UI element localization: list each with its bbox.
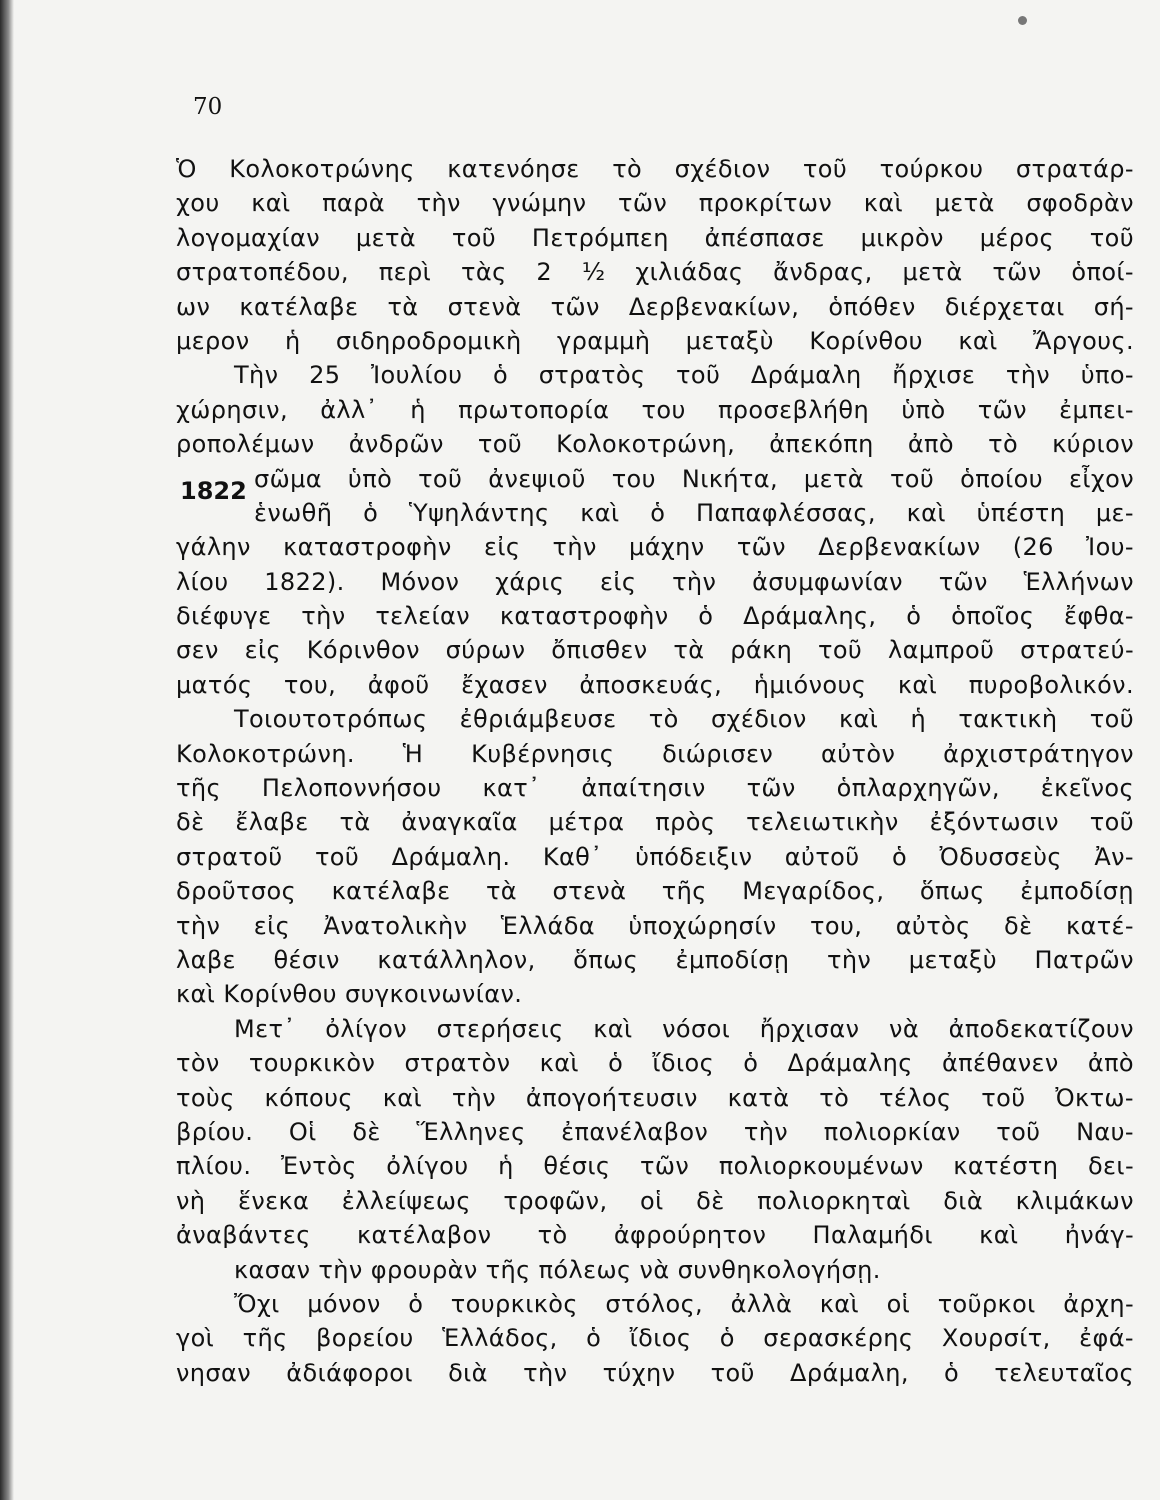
text-line: στρατοπέδου, περὶ τὰς 2 ½ χιλιάδας ἄνδρας, μετὰ τῶν ὁποί-: [176, 258, 1134, 287]
text-line: σῶμα ὑπὸ τοῦ ἀνεψιοῦ του Νικήτα, μετὰ τοῦ ὁποίου εἶχον: [254, 464, 1134, 493]
text-line: μερον ἡ σιδηροδρομικὴ γραμμὴ μεταξὺ Κορίνθου καὶ Ἄργους.: [176, 326, 1134, 355]
text-line: λαβε θέσιν κατάλληλον, ὅπως ἐμποδίσῃ τὴν μεταξὺ Πατρῶν: [176, 945, 1134, 974]
text-line: καὶ Κορίνθου συγκοινωνίαν.: [176, 980, 523, 1009]
text-line: νησαν ἀδιάφοροι διὰ τὴν τύχην τοῦ Δράμαλη, ὁ τελευταῖος: [176, 1358, 1134, 1387]
scan-speck: [1018, 16, 1027, 25]
text-line: δὲ ἔλαβε τὰ ἀναγκαῖα μέτρα πρὸς τελειωτικὴν ἐξόντωσιν τοῦ: [176, 808, 1134, 837]
text-line: τοὺς κόπους καὶ τὴν ἀπογοήτευσιν κατὰ τὸ τέλος τοῦ Ὀκτω-: [176, 1083, 1134, 1112]
text-line: κασαν τὴν φρουρὰν τῆς πόλεως νὰ συνθηκολογήσῃ.: [234, 1255, 881, 1284]
text-line: διέφυγε τὴν τελείαν καταστροφὴν ὁ Δράμαλης, ὁ ὁποῖος ἔφθα-: [176, 602, 1134, 631]
text-line: ἑνωθῆ ὁ Ὑψηλάντης καὶ ὁ Παπαφλέσσας, καὶ ὑπέστη με-: [254, 498, 1134, 527]
text-line: Τὴν 25 Ἰουλίου ὁ στρατὸς τοῦ Δράμαλη ἤρχισε τὴν ὑπο-: [234, 361, 1134, 390]
text-line: ροπολέμων ἀνδρῶν τοῦ Κολοκοτρώνη, ἀπεκόπη ἀπὸ τὸ κύριον: [176, 430, 1134, 459]
scan-page-edge: [0, 0, 14, 1500]
text-line: χώρησιν, ἀλλ᾽ ἡ πρωτοπορία του προσεβλήθη ὑπὸ τῶν ἐμπει-: [176, 395, 1134, 424]
text-line: στρατοῦ τοῦ Δράμαλη. Καθ᾽ ὑπόδειξιν αὐτοῦ ὁ Ὀδυσσεὺς Ἀν-: [176, 842, 1134, 871]
text-line: πλίου. Ἐντὸς ὀλίγου ἡ θέσις τῶν πολιορκουμένων κατέστη δει-: [176, 1152, 1134, 1181]
text-line: τῆς Πελοποννήσου κατ᾽ ἀπαίτησιν τῶν ὁπλαρχηγῶν, ἐκεῖνος: [176, 774, 1134, 803]
margin-year-note: 1822: [180, 477, 247, 505]
text-line: Ὁ Κολοκοτρώνης κατενόησε τὸ σχέδιον τοῦ τούρκου στρατάρ-: [176, 155, 1134, 183]
text-line: λίου 1822). Μόνον χάρις εἰς τὴν ἀσυμφωνίαν τῶν Ἑλλήνων: [176, 567, 1134, 596]
text-line: βρίου. Οἱ δὲ Ἕλληνες ἐπανέλαβον τὴν πολιορκίαν τοῦ Ναυ-: [176, 1117, 1134, 1146]
text-line: σεν εἰς Κόρινθον σύρων ὄπισθεν τὰ ράκη τοῦ λαμπροῦ στρατεύ-: [176, 636, 1134, 665]
text-line: ἀναβάντες κατέλαβον τὸ ἀφρούρητον Παλαμήδι καὶ ἠνάγ-: [176, 1221, 1134, 1250]
text-line: Μετ᾽ ὀλίγον στερήσεις καὶ νόσοι ἤρχισαν νὰ ἀποδεκατίζουν: [234, 1014, 1134, 1043]
text-line: νὴ ἕνεκα ἐλλείψεως τροφῶν, οἱ δὲ πολιορκηταὶ διὰ κλιμάκων: [176, 1186, 1134, 1215]
text-line: ματός του, ἀφοῦ ἔχασεν ἀποσκευάς, ἡμιόνους καὶ πυροβολικόν.: [176, 670, 1134, 699]
text-line: τὴν εἰς Ἀνατολικὴν Ἑλλάδα ὑποχώρησίν του, αὐτὸς δὲ κατέ-: [176, 911, 1134, 940]
text-line: χου καὶ παρὰ τὴν γνώμην τῶν προκρίτων καὶ μετὰ σφοδρὰν: [176, 189, 1134, 218]
body-text: [176, 152, 1134, 1390]
text-line: γοὶ τῆς βορείου Ἑλλάδος, ὁ ἴδιος ὁ σερασκέρης Χουρσίτ, ἐφά-: [176, 1324, 1134, 1353]
text-line: Τοιουτοτρόπως ἐθριάμβευσε τὸ σχέδιον καὶ ἡ τακτικὴ τοῦ: [234, 705, 1134, 734]
text-line: Ὄχι μόνον ὁ τουρκικὸς στόλος, ἀλλὰ καὶ οἱ τοῦρκοι ἀρχη-: [234, 1289, 1134, 1318]
text-line: ων κατέλαβε τὰ στενὰ τῶν Δερβενακίων, ὁπόθεν διέρχεται σή-: [176, 292, 1134, 321]
page-number: 70: [193, 94, 223, 120]
text-line: δροῦτσος κατέλαβε τὰ στενὰ τῆς Μεγαρίδος, ὅπως ἐμποδίσῃ: [176, 877, 1134, 906]
text-line: τὸν τουρκικὸν στρατὸν καὶ ὁ ἴδιος ὁ Δράμαλης ἀπέθανεν ἀπὸ: [176, 1049, 1134, 1078]
text-line: λογομαχίαν μετὰ τοῦ Πετρόμπεη ἀπέσπασε μικρὸν μέρος τοῦ: [176, 223, 1134, 252]
text-line: Κολοκοτρώνη. Ἡ Κυβέρνησις διώρισεν αὐτὸν ἀρχιστράτηγον: [176, 739, 1134, 768]
text-line: γάλην καταστροφὴν εἰς τὴν μάχην τῶν Δερβενακίων (26 Ἰου-: [176, 533, 1134, 562]
